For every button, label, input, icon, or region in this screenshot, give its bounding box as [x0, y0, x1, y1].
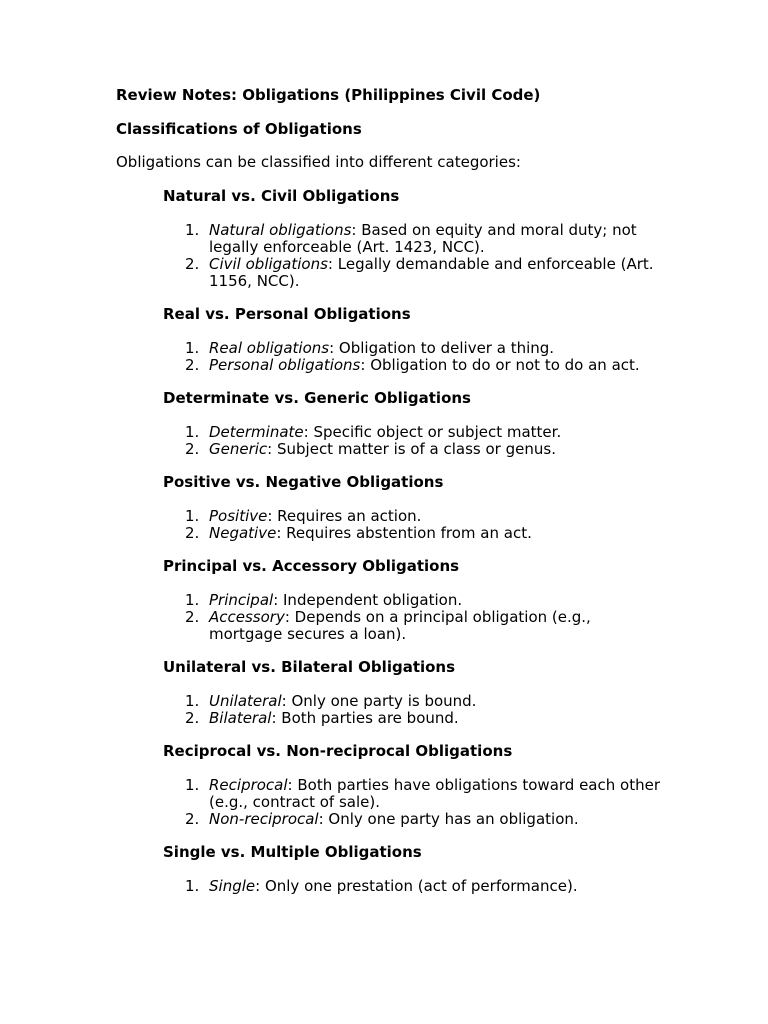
item-term: Negative	[209, 524, 277, 542]
numbered-list	[163, 508, 663, 542]
item-text: : Legally demandable and enforceable (Art. 1156, NCC).	[209, 255, 654, 290]
section-heading: Positive vs. Negative Obligations	[163, 473, 444, 491]
list-item	[163, 525, 663, 542]
item-number: 1.	[185, 877, 200, 895]
section-heading: Reciprocal vs. Non-reciprocal Obligations	[163, 742, 513, 760]
numbered-list	[163, 777, 663, 828]
numbered-list	[163, 693, 663, 727]
list-item	[163, 441, 663, 458]
item-text: : Specific object or subject matter.	[303, 423, 562, 441]
list-item	[163, 340, 663, 357]
item-term: Accessory	[209, 608, 285, 626]
item-term: Civil obligations	[209, 255, 328, 273]
item-number: 2.	[185, 356, 200, 374]
item-term: Real obligations	[209, 339, 330, 357]
item-number: 1.	[185, 591, 200, 609]
item-text: : Obligation to deliver a thing.	[329, 339, 555, 357]
item-number: 2.	[185, 440, 200, 458]
list-item	[163, 693, 663, 710]
item-number: 2.	[185, 255, 200, 273]
section-real-vs-personal	[163, 306, 663, 374]
item-term: Unilateral	[209, 692, 282, 710]
item-number: 1.	[185, 692, 200, 710]
item-term: Positive	[209, 507, 268, 525]
numbered-list	[163, 424, 663, 458]
list-item	[163, 256, 663, 290]
item-text: : Both parties are bound.	[271, 709, 459, 727]
section-heading: Single vs. Multiple Obligations	[163, 843, 422, 861]
item-text: : Only one party is bound.	[281, 692, 477, 710]
section-reciprocal-vs-non-reciprocal	[163, 743, 663, 828]
list-item	[163, 878, 663, 895]
item-term: Single	[209, 877, 256, 895]
classifications-heading: Classifications of Obligations	[116, 120, 362, 138]
item-term: Reciprocal	[209, 776, 288, 794]
item-text: : Only one party has an obligation.	[318, 810, 579, 828]
item-term: Determinate	[209, 423, 304, 441]
item-text: : Depends on a principal obligation (e.g., mortgage secures a loan).	[209, 608, 591, 643]
section-principal-vs-accessory	[163, 558, 663, 643]
section-single-vs-multiple	[163, 844, 663, 895]
item-number: 2.	[185, 810, 200, 828]
item-text: : Based on equity and moral duty; not legally enforceable (Art. 1423, NCC).	[209, 221, 637, 256]
item-number: 2.	[185, 524, 200, 542]
item-text: : Subject matter is of a class or genus.	[267, 440, 556, 458]
item-number: 2.	[185, 608, 200, 626]
item-text: : Only one prestation (act of performance).	[255, 877, 578, 895]
classification-sections	[163, 188, 663, 911]
section-natural-vs-civil	[163, 188, 663, 290]
item-number: 1.	[185, 221, 200, 239]
item-text: : Obligation to do or not to do an act.	[360, 356, 640, 374]
item-text: : Both parties have obligations toward each other (e.g., contract of sale).	[209, 776, 660, 811]
list-item	[163, 710, 663, 727]
intro-paragraph: Obligations can be classified into different categories:	[116, 153, 521, 171]
item-number: 1.	[185, 339, 200, 357]
section-heading: Principal vs. Accessory Obligations	[163, 557, 460, 575]
numbered-list	[163, 878, 663, 895]
numbered-list	[163, 222, 663, 290]
section-determinate-vs-generic	[163, 390, 663, 458]
item-term: Personal obligations	[209, 356, 361, 374]
item-term: Generic	[209, 440, 268, 458]
item-text: : Independent obligation.	[273, 591, 463, 609]
item-number: 2.	[185, 709, 200, 727]
list-item	[163, 609, 663, 643]
list-item	[163, 508, 663, 525]
section-heading: Natural vs. Civil Obligations	[163, 187, 400, 205]
item-text: : Requires an action.	[267, 507, 422, 525]
section-heading: Determinate vs. Generic Obligations	[163, 389, 471, 407]
section-positive-vs-negative	[163, 474, 663, 542]
section-unilateral-vs-bilateral	[163, 659, 663, 727]
list-item	[163, 424, 663, 441]
numbered-list	[163, 592, 663, 643]
item-number: 1.	[185, 423, 200, 441]
item-number: 1.	[185, 776, 200, 794]
list-item	[163, 357, 663, 374]
item-number: 1.	[185, 507, 200, 525]
item-term: Non-reciprocal	[209, 810, 319, 828]
list-item	[163, 777, 663, 811]
list-item	[163, 592, 663, 609]
item-term: Principal	[209, 591, 274, 609]
section-heading: Unilateral vs. Bilateral Obligations	[163, 658, 456, 676]
list-item	[163, 811, 663, 828]
item-term: Natural obligations	[209, 221, 352, 239]
item-term: Bilateral	[209, 709, 272, 727]
numbered-list	[163, 340, 663, 374]
list-item	[163, 222, 663, 256]
section-heading: Real vs. Personal Obligations	[163, 305, 411, 323]
item-text: : Requires abstention from an act.	[276, 524, 532, 542]
document-title: Review Notes: Obligations (Philippines Civil Code)	[116, 86, 541, 104]
